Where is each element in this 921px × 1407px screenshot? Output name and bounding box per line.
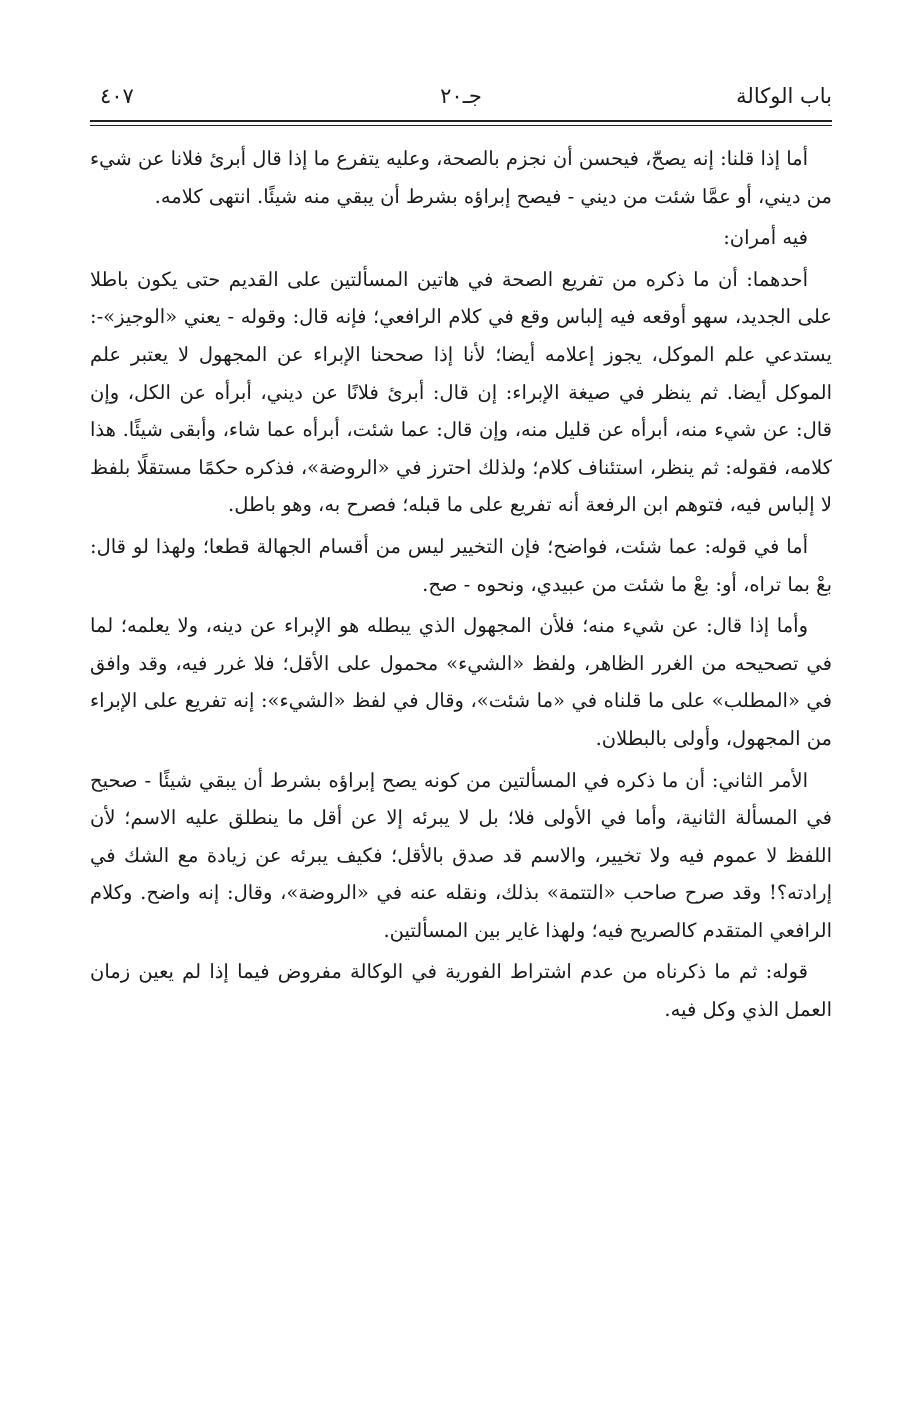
paragraph: قوله: ثم ما ذكرناه من عدم اشتراط الفورية في الوكالة مفروض فيما إذا لم يعين زمان العمل الذي وكل فيه. <box>90 960 832 1022</box>
book-page <box>90 78 832 1358</box>
header-rule-thick <box>90 120 832 122</box>
paragraph: الأمر الثاني: أن ما ذكره في المسألتين من كونه يصح إبراؤه بشرط أن يبقي شيئًا - صحيح في المسألة الثانية، وأما في الأولى فلا؛ بل لا يبرئه إلا عن أقل ما ينطلق عليه الاسم؛ لأن اللفظ لا عموم فيه ولا تخيير، والاسم قد صدق بالأقل؛ فكيف يبرئه عن زيادة مع الشك في إرادته؟! وقد صرح صاحب «التتمة» بذلك، ونقله عنه في «الروضة»، وقال: إنه واضح. وكلام الرافعي المتقدم كالصريح فيه؛ ولهذا غاير بين المسألتين. <box>90 768 832 942</box>
chapter-title: باب الوكالة <box>736 84 832 108</box>
running-header <box>90 78 832 114</box>
paragraph: أما في قوله: عما شئت، فواضح؛ فإن التخيير ليس من أقسام الجهالة قطعا؛ ولهذا لو قال: بعْ بما تراه، أو: بعْ ما شئت من عبيدي، ونحوه - صح. <box>90 534 832 596</box>
page-number: ٤٠٧ <box>100 84 134 108</box>
volume-label: جـ٢٠ <box>440 84 482 108</box>
header-rule-thin <box>90 125 832 126</box>
paragraph: وأما إذا قال: عن شيء منه؛ فلأن المجهول الذي يبطله هو الإبراء عن دينه، ولا يعلمه؛ لما في تصحيحه من الغرر الظاهر، ولفظ «الشيء» محمول على الأقل؛ فلا غرر فيه، وقد وافق في «المطلب» على ما قلناه في «ما شئت»، وقال في لفظ «الشيء»: إنه تفريع على الإبراء من المجهول، وأولى بالبطلان. <box>90 614 833 750</box>
paragraph: فيه أمران: <box>723 226 808 250</box>
paragraph: أما إذا قلنا: إنه يصحّ، فيحسن أن نجزم بالصحة، وعليه يتفرع ما إذا قال أبرئ فلانا عن شيء من ديني، أو عمَّا شئت من ديني - فيصح إبراؤه بشرط أن يبقي منه شيئًا. انتهى كلامه. <box>90 147 832 208</box>
paragraph: أحدهما: أن ما ذكره من تفريع الصحة في هاتين المسألتين على القديم حتى يكون باطلا على الجديد، سهو أوقعه فيه إلباس وقع في كلام الرافعي؛ فإنه قال: وقوله - يعني «الوجيز»-: يستدعي علم الموكل، يجوز إعلامه أيضا؛ لأنا إذا صححنا الإبراء عن المجهول لا يعتبر علم الموكل أيضا. ثم ينظر في صيغة الإبراء: إن قال: أبرئ فلانًا عن ديني، أبرأه عن الكل، وإن قال: عن شيء منه، أبرأه عن قليل منه، وإن قال: عما شئت، أبرأه عما شاء، وأبقى شيئًا. هذا كلامه، فقوله: ثم ينظر، استئناف كلام؛ ولذلك احترز في «الروضة»، فذكره حكمًا مستقلًا بلفظ لا إلباس فيه، فتوهم ابن الرفعة أنه تفريع على ما قبله؛ فصرح به، وهو باطل. <box>90 267 832 517</box>
page-body <box>90 140 832 1029</box>
